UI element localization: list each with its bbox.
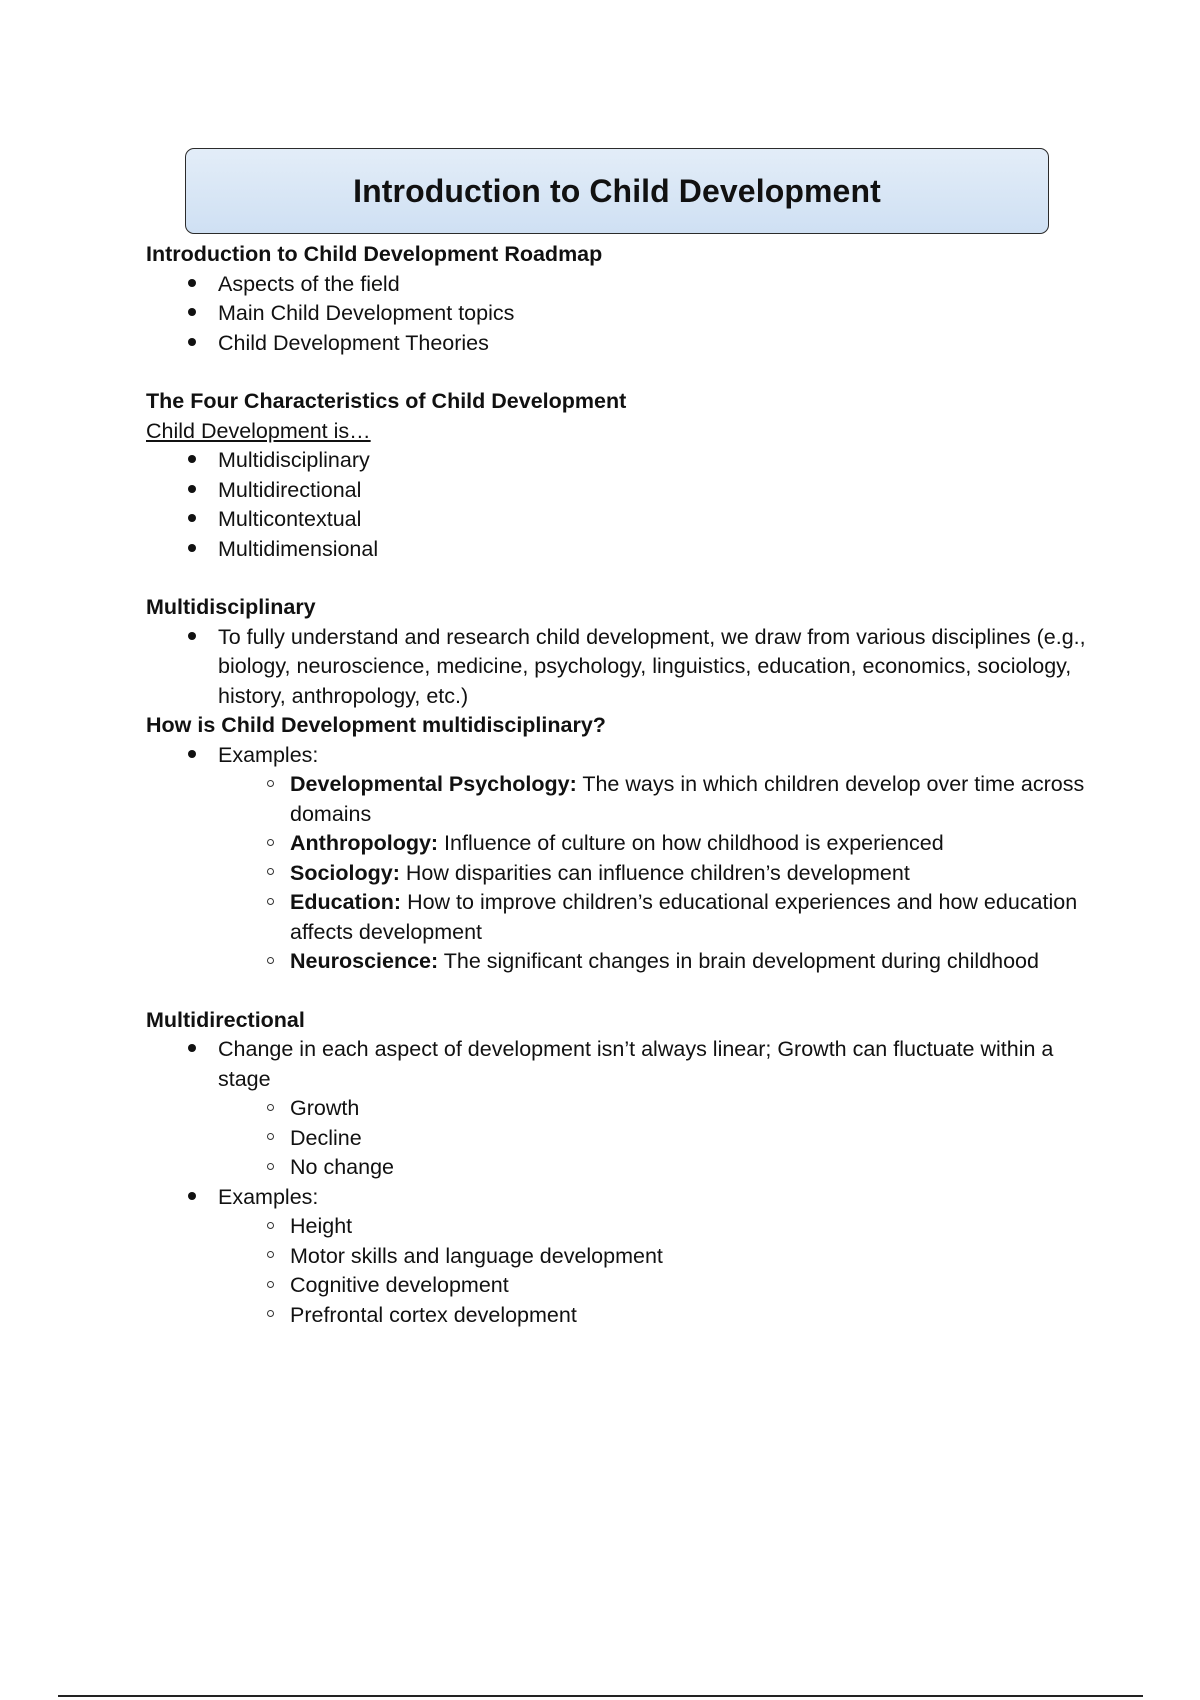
bullet-circle-icon <box>260 888 280 918</box>
list-item <box>218 1094 1106 1124</box>
multidirectional-examples-list <box>218 1212 1106 1330</box>
list-item <box>146 505 1106 535</box>
bullet-dot-icon <box>182 623 202 653</box>
list-item-text: No change <box>290 1155 394 1179</box>
list-item-text: Decline <box>290 1125 362 1150</box>
term-description: How disparities can influence children’s development <box>399 860 910 885</box>
roadmap-list <box>146 270 1106 359</box>
bullet-dot-icon <box>182 535 202 565</box>
term-description: How to improve children’s educational experiences and how education affects development <box>290 890 1078 944</box>
bullet-dot-icon <box>182 329 202 359</box>
term-label: Developmental Psychology: <box>290 772 577 796</box>
term-label: Education: <box>290 890 402 914</box>
bullet-circle-icon <box>260 829 280 859</box>
bullet-circle-icon <box>260 947 280 977</box>
list-item <box>146 535 1106 565</box>
list-item-text: Motor skills and language development <box>290 1243 663 1268</box>
list-item-text: Cognitive development <box>290 1273 509 1297</box>
list-item-text: Multidirectional <box>218 477 362 502</box>
discipline-examples-list <box>218 770 1106 977</box>
bullet-dot-icon <box>182 1183 202 1213</box>
page-bottom-divider <box>58 1695 1143 1697</box>
list-item-text: To fully understand and research child development, we draw from various disciplines (e.g., biology, neuroscience, medicine, psychology, linguistics, education, economics, sociology, history, anthropology, etc.) <box>218 624 1086 708</box>
list-item <box>218 947 1106 977</box>
bullet-circle-icon <box>260 1242 280 1272</box>
term-description: The significant changes in brain development during childhood <box>438 949 1039 973</box>
term-label: Sociology: <box>290 860 400 885</box>
title-box <box>185 148 1049 234</box>
multidirectional-heading: Multidirectional <box>146 1007 305 1032</box>
list-item <box>218 1153 1106 1183</box>
bullet-circle-icon <box>260 770 280 800</box>
list-item-text: Child Development Theories <box>218 330 489 355</box>
multidisciplinary-heading: Multidisciplinary <box>146 595 316 619</box>
list-item-text: Growth <box>290 1096 360 1120</box>
bullet-circle-icon <box>260 1124 280 1154</box>
bullet-dot-icon <box>182 741 202 771</box>
list-item <box>218 1301 1106 1331</box>
list-item <box>218 888 1106 947</box>
four-characteristics-subheading: Child Development is… <box>146 418 371 443</box>
list-item <box>146 299 1106 329</box>
list-item <box>218 829 1106 859</box>
list-item <box>146 476 1106 506</box>
list-item-text: Main Child Development topics <box>218 301 515 325</box>
list-item <box>146 623 1106 712</box>
list-item <box>146 1035 1106 1183</box>
bullet-dot-icon <box>182 505 202 535</box>
bullet-dot-icon <box>182 1035 202 1065</box>
term-description: The ways in which children develop over time across domains <box>290 772 1085 826</box>
list-item <box>146 741 1106 977</box>
bullet-circle-icon <box>260 1301 280 1331</box>
list-item <box>218 1242 1106 1272</box>
list-item <box>218 1124 1106 1154</box>
multidisciplinary-list <box>146 623 1106 712</box>
list-item <box>218 1271 1106 1301</box>
examples-label: Examples: <box>218 742 319 767</box>
bullet-circle-icon <box>260 859 280 889</box>
list-item-text: Multidimensional <box>218 536 379 561</box>
bullet-circle-icon <box>260 1271 280 1301</box>
document-body <box>146 240 1106 1330</box>
how-multidisciplinary-list <box>146 741 1106 977</box>
how-multidisciplinary-heading: How is Child Development multidisciplinary? <box>146 713 606 737</box>
term-label: Neuroscience: <box>290 949 439 973</box>
list-item-text: Change in each aspect of development isn’t always linear; Growth can fluctuate within a stage <box>218 1037 1054 1091</box>
bullet-dot-icon <box>182 299 202 329</box>
four-characteristics-heading: The Four Characteristics of Child Development <box>146 389 627 413</box>
list-item <box>146 446 1106 476</box>
bullet-circle-icon <box>260 1212 280 1242</box>
list-item <box>146 329 1106 359</box>
list-item <box>218 770 1106 829</box>
bullet-circle-icon <box>260 1094 280 1124</box>
bullet-dot-icon <box>182 476 202 506</box>
roadmap-heading: Introduction to Child Development Roadmap <box>146 242 603 266</box>
term-label: Anthropology: <box>290 831 439 855</box>
term-description: Influence of culture on how childhood is experienced <box>438 831 944 855</box>
bullet-dot-icon <box>182 270 202 300</box>
list-item-text: Multidisciplinary <box>218 448 370 472</box>
list-item <box>146 270 1106 300</box>
characteristics-list <box>146 446 1106 564</box>
page-title: Introduction to Child Development <box>353 172 881 209</box>
bullet-dot-icon <box>182 446 202 476</box>
multidirectional-list <box>146 1035 1106 1330</box>
examples-label: Examples: <box>218 1184 319 1209</box>
list-item-text: Aspects of the field <box>218 271 400 296</box>
list-item <box>146 1183 1106 1331</box>
list-item-text: Prefrontal cortex development <box>290 1302 577 1327</box>
list-item-text: Multicontextual <box>218 507 362 531</box>
change-types-list <box>218 1094 1106 1183</box>
list-item <box>218 859 1106 889</box>
bullet-circle-icon <box>260 1153 280 1183</box>
list-item-text: Height <box>290 1214 353 1238</box>
list-item <box>218 1212 1106 1242</box>
